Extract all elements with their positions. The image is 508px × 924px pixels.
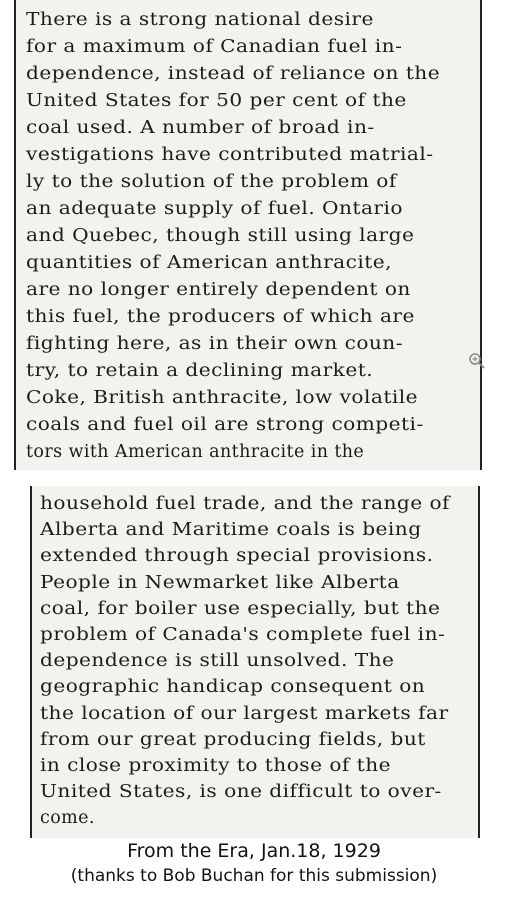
text-line: Coke, British anthracite, low volatile [26, 388, 419, 408]
text-line: People in Newmarket like Alberta [40, 572, 400, 593]
text-line: an adequate supply of fuel. Ontario [26, 199, 403, 219]
text-line: household fuel trade, and the range of [40, 494, 450, 514]
column-rule-right [480, 0, 482, 470]
text-line: There is a strong national desire [26, 10, 374, 30]
text-line: Alberta and Maritime coals is being [40, 520, 422, 541]
text-line: coal, for boiler use especially, but the [40, 598, 441, 619]
text-line: for a maximum of Canadian fuel in- [26, 37, 403, 57]
text-line: try, to retain a declining market. [26, 361, 374, 381]
text-line: coal used. A number of broad in- [26, 118, 375, 138]
column-rule-left [14, 0, 16, 470]
text-line: problem of Canada's complete fuel in- [40, 625, 446, 645]
text-line: the location of our largest markets far [40, 703, 449, 724]
text-line: extended through special provisions. [40, 546, 434, 567]
text-line: quantities of American anthracite, [26, 253, 393, 273]
text-line: in close proximity to those of the [40, 756, 392, 776]
text-line: vestigations have contributed matrial- [26, 145, 434, 165]
text-line: and Quebec, though still using large [26, 226, 415, 246]
text-line: dependence, instead of reliance on the [26, 64, 441, 84]
text-line: come. [40, 808, 95, 829]
caption-credit: (thanks to Bob Buchan for this submission) [70, 866, 438, 886]
text-line: fighting here, as in their own coun- [26, 334, 404, 354]
text-line: tors with American anthracite in the [26, 442, 365, 462]
text-line: dependence is still unsolved. The [40, 651, 395, 672]
text-line: ly to the solution of the problem of [26, 172, 397, 192]
column-rule-left [30, 486, 32, 838]
text-line: this fuel, the producers of which are [26, 307, 415, 327]
column-rule-right [478, 486, 480, 838]
text-line: geographic handicap consequent on [40, 677, 426, 698]
text-line: United States, is one difficult to over- [40, 782, 442, 803]
text-line: coals and fuel oil are strong competi- [26, 415, 424, 435]
text-line: from our great producing fields, but [40, 729, 426, 750]
magnifier-icon[interactable] [468, 352, 486, 370]
text-line: are no longer entirely dependent on [26, 280, 411, 300]
caption-source: From the Era, Jan.18, 1929 [127, 840, 381, 862]
text-line: United States for 50 per cent of the [26, 91, 407, 111]
